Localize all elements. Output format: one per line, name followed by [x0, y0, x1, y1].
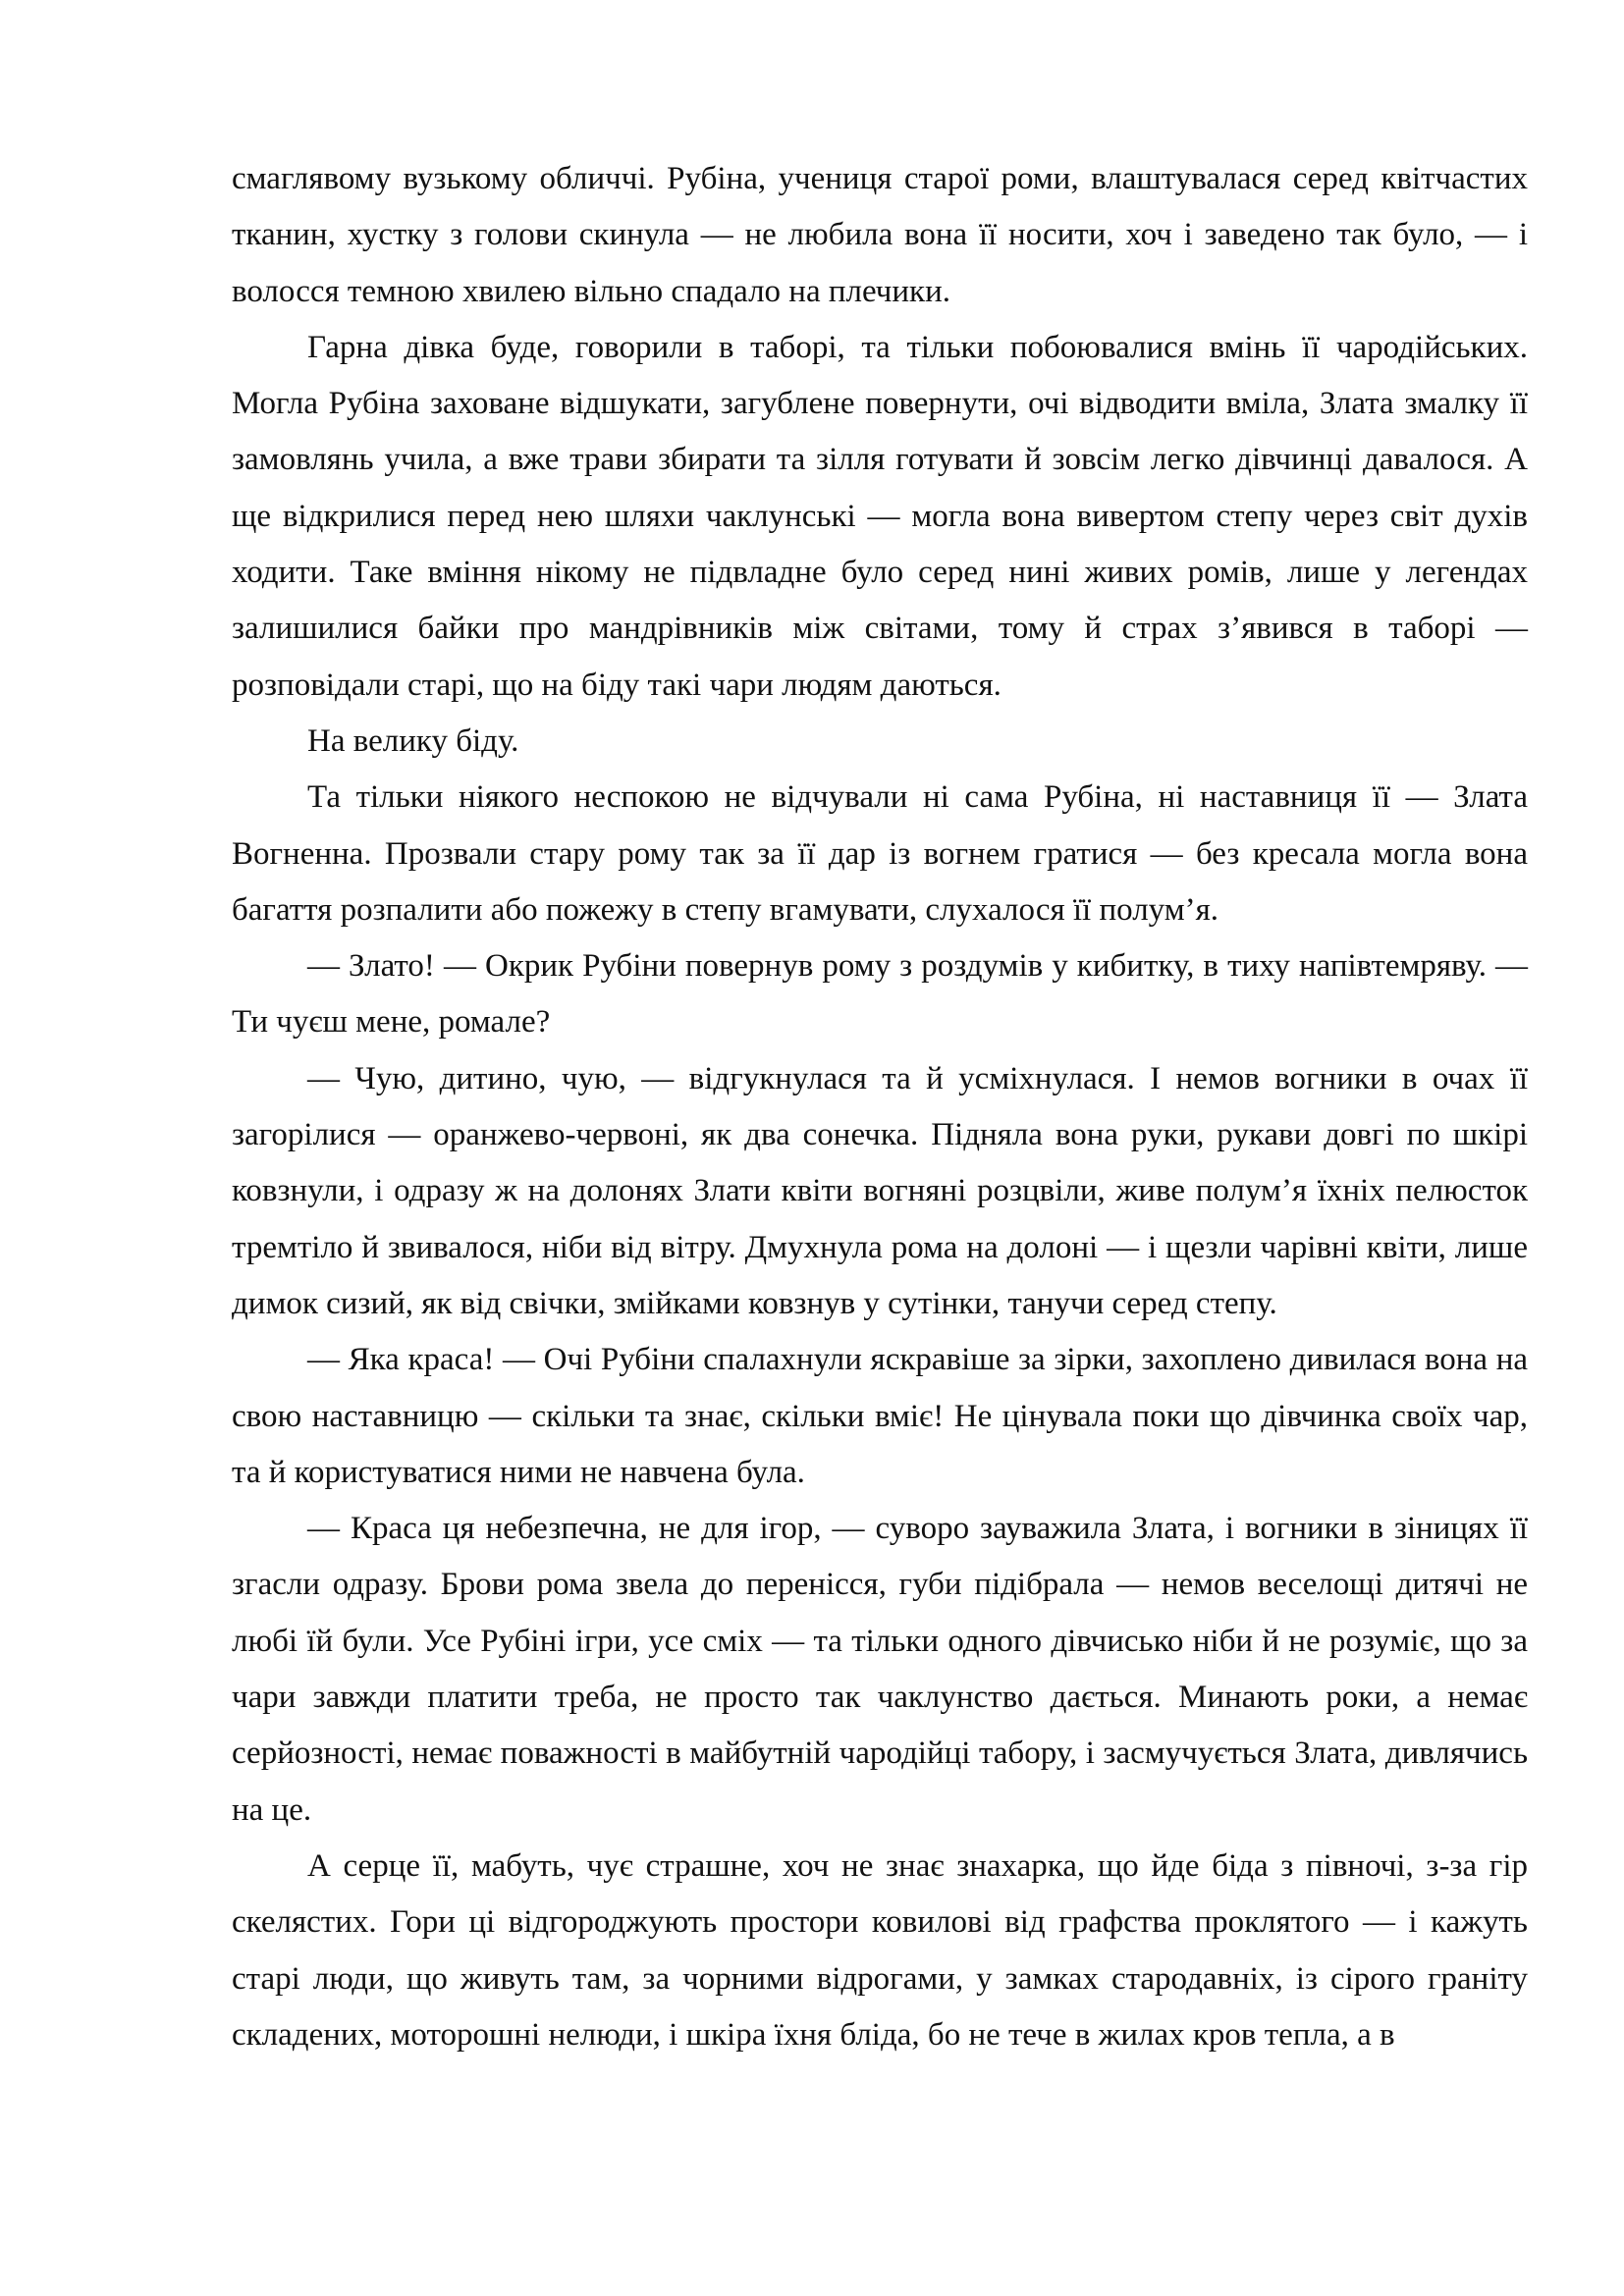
- paragraph-6: — Чую, дитино, чую, — відгукнулася та й усміхнулася. І немов вогники в очах її загорілися — оранжево-червоні, як два сонечка. Підняла вона руки, рукави довгі по шкірі ковзнули, і одразу ж на долонях Злати квіти вогняні розцвіли, живе полум’я їхніх пелюсток тремтіло й звивалося, ніби від вітру. Дмухнула рома на долоні — і щезли чарівні квіти, лише димок сизий, як від свічки, змійками ковзнув у сутінки, танучи серед степу.: [232, 1060, 1528, 1321]
- paragraph-3: На велику біду.: [307, 722, 519, 759]
- document-page: [232, 151, 1528, 2063]
- paragraph-1: смаглявому вузькому обличчі. Рубіна, учениця старої роми, влаштувалася серед квітчастих тканин, хустку з голови скинула — не любила вона її носити, хоч і заведено так було, — і волосся темною хвилею вільно спадало на плечики.: [232, 161, 1528, 309]
- paragraph-7: — Яка краса! — Очі Рубіни спалахнули яскравіше за зірки, захоплено дивилася вона на свою наставницю — скільки та знає, скільки вміє! Не цінувала поки що дівчинка своїх чар, та й користуватися ними не навчена була.: [232, 1342, 1528, 1490]
- paragraph-2: Гарна дівка буде, говорили в таборі, та тільки побоювалися вмінь її чародійських. Могла Рубіна заховане відшукати, загублене повернути, очі відводити вміла, Злата змалку її замовлянь учила, а вже трави збирати та зілля готувати й зовсім легко дівчинці давалося. А ще відкрилися перед нею шляхи чаклунські — могла вона вивертом степу через світ духів ходити. Таке вміння нікому не підвладне було серед нині живих ромів, лише у легендах залишилися байки про мандрівників між світами, тому й страх з’явився в таборі — розповідали старі, що на біду такі чари людям даються.: [232, 329, 1528, 703]
- paragraph-9: А серце її, мабуть, чує страшне, хоч не знає знахарка, що йде біда з півночі, з-за гір скелястих. Гори ці відгороджують простори ковилові від графства проклятого — і кажуть старі люди, що живуть там, за чорними відрогами, у замках стародавніх, із сірого граніту складених, моторошні нелюди, і шкіра їхня бліда, бо не тече в жилах кров тепла, а в: [232, 1847, 1528, 2053]
- paragraph-8: — Краса ця небезпечна, не для ігор, — суворо зауважила Злата, і вогники в зіницях її згасли одразу. Брови рома звела до перенісся, губи підібрала — немов веселощі дитячі не любі їй були. Усе Рубіні ігри, усе сміх — та тільки одного дівчисько ніби й не розуміє, що за чари завжди платити треба, не просто так чаклунство дається. Минають роки, а немає серйозності, немає поважності в майбутній чародійці табору, і засмучується Злата, дивлячись на це.: [232, 1511, 1528, 1828]
- paragraph-4: Та тільки ніякого неспокою не відчували ні сама Рубіна, ні наставниця її — Злата Вогненна. Прозвали стару рому так за її дар із вогнем гратися — без кресала могла вона багаття розпалити або пожежу в степу вгамувати, слухалося її полум’я.: [232, 779, 1528, 928]
- paragraph-5: — Злато! — Окрик Рубіни повернув рому з роздумів у кибитку, в тиху напівтемряву. — Ти чуєш мене, ромале?: [232, 948, 1528, 1041]
